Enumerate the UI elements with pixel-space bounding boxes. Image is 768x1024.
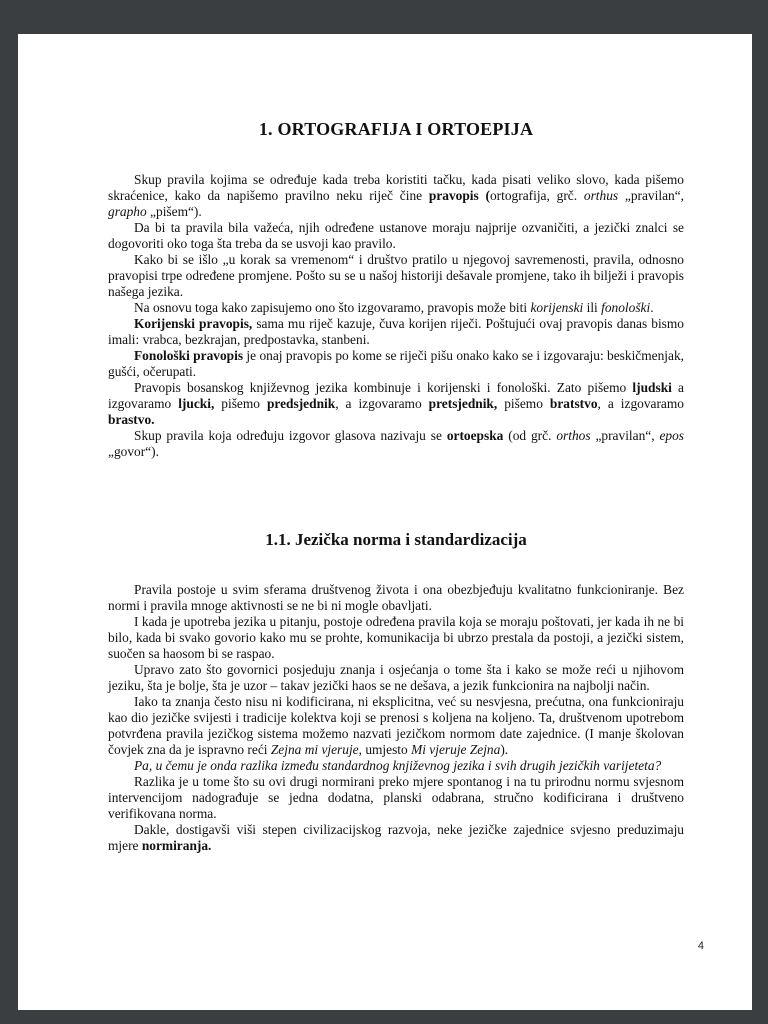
section-jezicka-norma (108, 582, 684, 854)
paragraph: Kako bi se išlo „u korak sa vremenom“ i društvo pratilo u njegovoj savremenosti, pravila, odnosno pravopisi trpe određene promjene. Pošto su se u našoj historiji dešavale promjene, tako ih bilježi i pravopis našega jezika. (108, 252, 684, 299)
page-number: 4 (697, 940, 704, 952)
document-page (18, 34, 752, 1010)
paragraph: Da bi ta pravila bila važeća, njih određene ustanove moraju najprije ozvaničiti, a jezički znalci se dogovoriti oko toga šta treba da se usvoji kao pravilo. (108, 220, 684, 251)
chapter-title: 1. ORTOGRAFIJA I ORTOEPIJA (258, 119, 534, 139)
paragraph: I kada je upotreba jezika u pitanju, postoje određena pravila koja se moraju poštovati, jer kada ih ne bi bilo, kada bi svako govorio kako mu se prohte, komunikacija bi ubrzo prestala da postoji, a jezički sistem, suočen sa haosom bi se raspao. (108, 614, 684, 661)
paragraph: Skup pravila koja određuju izgovor glasova nazivaju se ortoepska (od grč. orthos „pravilan“, epos „govor“). (108, 428, 684, 459)
paragraph: Pravila postoje u svim sferama društvenog života i ona obezbjeđuju kvalitatno funkcioniranje. Bez normi i pravila mnoge aktivnosti se ne bi ni mogle obavljati. (108, 582, 684, 613)
paragraph: Iako ta znanja često nisu ni kodificirana, ni eksplicitna, već su nesvjesna, prećutna, ona funkcioniraju kao dio jezičke svijesti i tradicije kolektva koji se prenosi s koljena na koljeno. Ta, društvenom upotrebom potvrđena pravila jezičkog sistema možemo nazvati jezičkom normom date zajednice. (I manje školovan čovjek zna da je ispravno reći Zejna mi vjeruje, umjesto Mi vjeruje Zejna). (108, 694, 684, 757)
paragraph: Skup pravila kojima se određuje kada treba koristiti tačku, kada pisati veliko slovo, kada pišemo skraćenice, kako da napišemo pravilno neku riječ čine pravopis (ortografija, grč. orthus „pravilan“, grapho „pišem“). (108, 172, 685, 219)
paragraph: Razlika je u tome što su ovi drugi normirani preko mjere spontanog i na tu prirodnu normu svjesnom intervencijom nadograđuje se jedna dodatna, planski odabrana, stručno kodificirana i društveno verifikovana norma. (108, 774, 684, 821)
paragraph: Na osnovu toga kako zapisujemo ono što izgovaramo, pravopis može biti korijenski ili fonološki. (134, 300, 654, 315)
section-ortografija (108, 172, 684, 460)
paragraph: Pa, u čemu je onda razlika između standardnog književnog jezika i svih drugih jezičkih varijeteta? (134, 758, 662, 773)
paragraph: Upravo zato što govornici posjeduju znanja i osjećanja o tome šta i kako se može reći u njihovom jeziku, šta je bolje, šta je uzor – takav jezički haos se ne dešava, a jezik funkcionira na najbolji način. (108, 662, 684, 693)
paragraph: Dakle, dostigavši viši stepen civilizacijskog razvoja, neke jezičke zajednice svjesno preduzimaju mjere normiranja. (108, 822, 684, 853)
paragraph: Pravopis bosanskog književnog jezika kombinuje i korijenski i fonološki. Zato pišemo ljudski a izgovaramo ljucki, pišemo predsjednik, a izgovaramo pretsjednik, pišemo bratstvo, a izgovaramo brastvo. (108, 380, 684, 427)
section-title: 1.1. Jezička norma i standardizacija (265, 530, 527, 549)
paragraph: Korijenski pravopis, sama mu riječ kazuje, čuva korijen riječi. Poštujući ovaj pravopis danas bismo imali: vrabca, bezkrajan, predpostavka, stanbeni. (108, 316, 684, 347)
paragraph: Fonološki pravopis je onaj pravopis po kome se riječi pišu onako kako se i izgovaraju: beskičmenjak, gušći, očerupati. (108, 348, 685, 379)
